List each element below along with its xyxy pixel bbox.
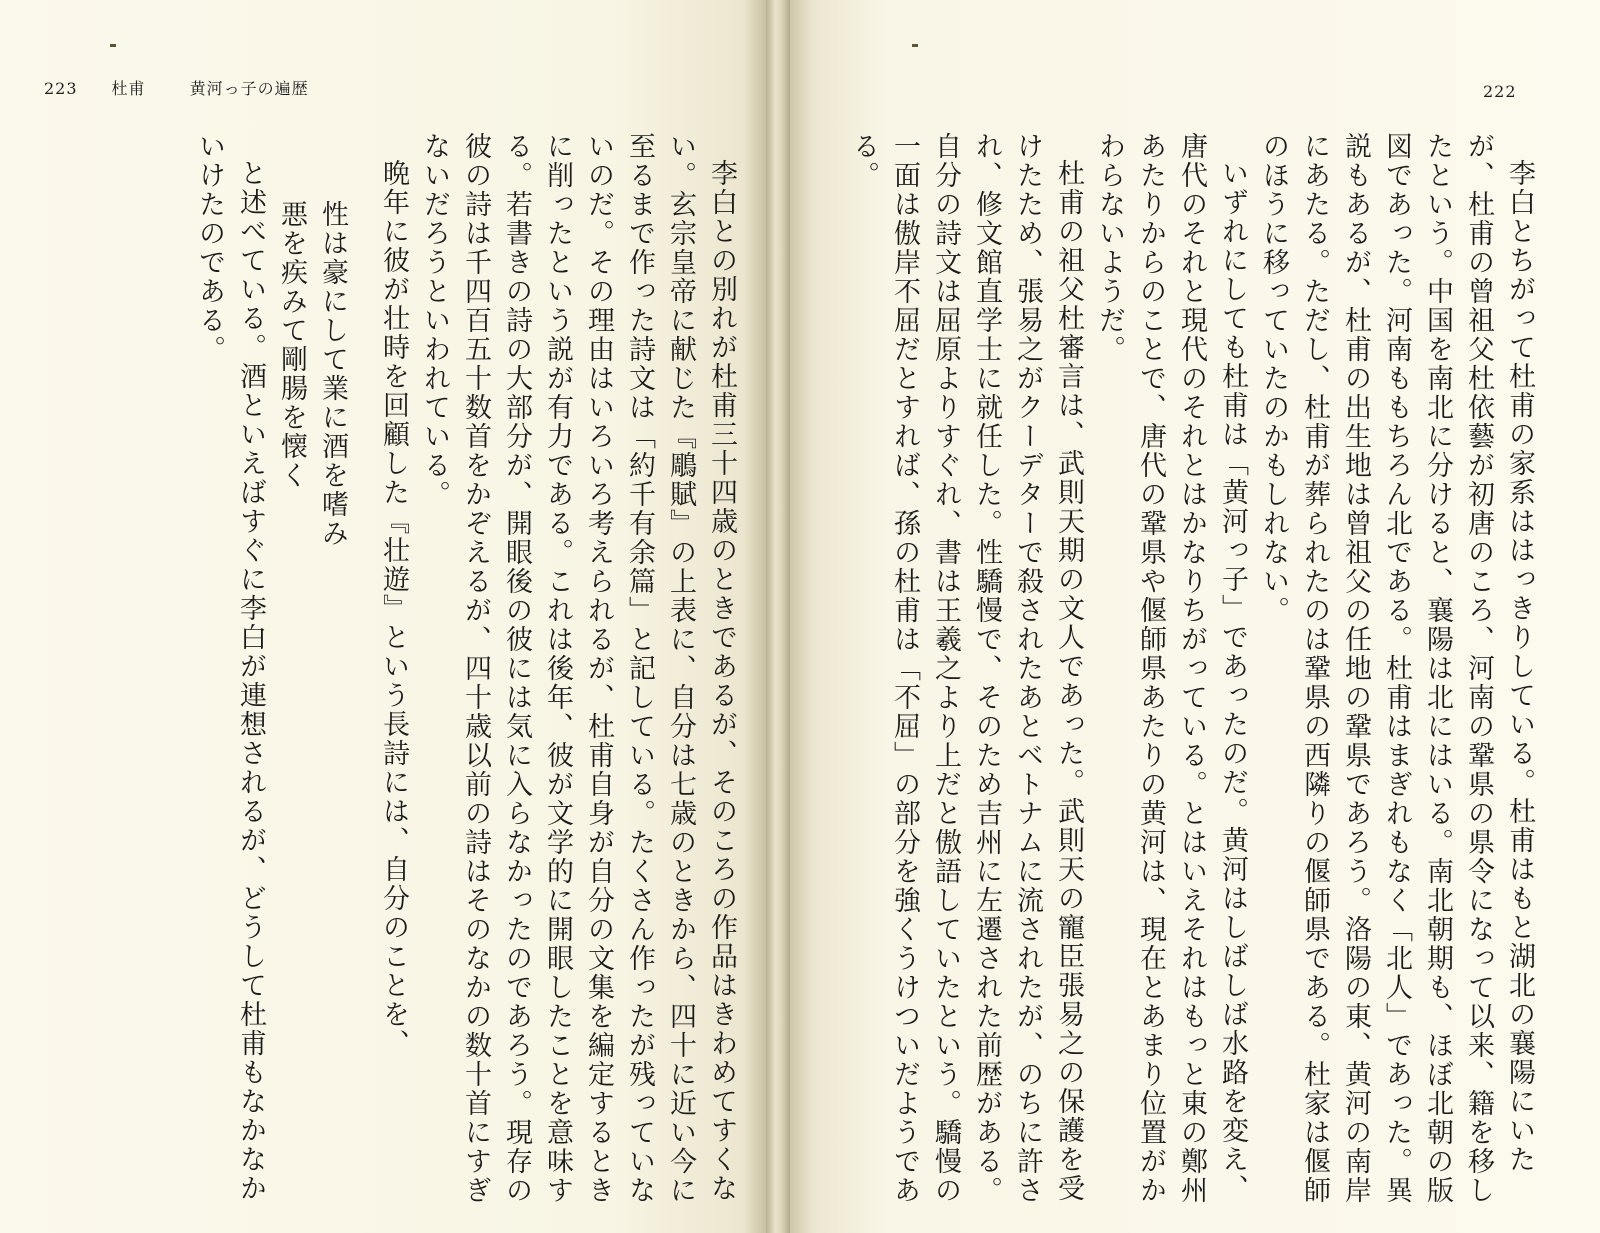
- right-page: [790, 0, 1600, 1233]
- running-head-title: 黄河っ子の遍歴: [189, 79, 309, 98]
- body-paragraph: 李白との別れが杜甫三十四歳のときであるが、そのころの作品はきわめてすくない。玄宗皇帝に献じた『鵰賦』の上表に、自分は七歳のときから、四十に近い今に至るまで作った詩文は「約千有余篇」と記している。たくさん作ったが残っていないのだ。その理由はいろいろ考えられるが、杜甫自身が自分の文集を編定するときに削ったという説が有力である。これは後年、彼が文学的に開眼したことを意味する。若書きの詩の大部分が、開眼後の彼には気に入らなかったのであろう。現存の彼の詩は千四百五十数首をかぞえるが、四十歳以前の詩はそのなかの数十首にすぎないだろうといわれている。: [419, 132, 737, 1205]
- left-page-header: [44, 76, 309, 99]
- body-paragraph: 杜甫の祖父杜審言は、武則天期の文人であった。武則天の寵臣張易之の保護を受けたため、張易之がクーデターで殺されたあとベトナムに流されたが、のちに許され、修文館直学士に就任した。性驕慢で、そのため吉州に左遷された前歴がある。自分の詩文は屈原よりすぐれ、書は王羲之より上だと傲語していたという。驕慢の一面は傲岸不屈だとすれば、孫の杜甫は「不屈」の部分を強くうけついだようである。: [848, 132, 1084, 1205]
- body-paragraph: いずれにしても杜甫は「黄河っ子」であったのだ。黄河はしばしば水路を変え、唐代のそれと現代のそれとはかなりちがっている。とはいえそれはもっと東の鄭州あたりからのことで、唐代の鞏県や偃師県あたりの黄河は、現在とあまり位置がかわらないようだ。: [1094, 132, 1248, 1205]
- right-page-body: [820, 132, 1540, 1212]
- book-gutter: [766, 0, 790, 1233]
- quoted-poem-line: 性は豪にして業に酒を嗜み: [317, 199, 348, 548]
- quoted-poem-line: 悪を疾みて剛腸を懐く: [276, 199, 307, 490]
- print-speck: [912, 44, 918, 47]
- left-page-body: [22, 132, 742, 1212]
- body-paragraph: 晩年に彼が壮時を回顧した『壮遊』という長詩には、自分のことを、: [378, 159, 409, 1058]
- print-speck: [110, 44, 116, 47]
- running-head-author: 杜甫: [111, 79, 146, 98]
- left-page: [0, 0, 766, 1233]
- page-number-left: 223: [44, 79, 78, 98]
- body-paragraph: と述べている。酒といえばすぐに李白が連想されるが、どうして杜甫もなかなかいけたのである。: [194, 132, 266, 1203]
- page-number-right: 222: [1483, 82, 1517, 101]
- body-paragraph: 李白とちがって杜甫の家系ははっきりしている。杜甫はもと湖北の襄陽にいたが、杜甫の曾祖父杜依藝が初唐のころ、河南の鞏県の県令になって以来、籍を移したという。中国を南北に分けると、襄陽は北にはいる。南北朝期も、ほぼ北朝の版図であった。河南ももちろん北である。杜甫はまぎれもなく「北人」であった。異説もあるが、杜甫の出生地は曾祖父の任地の鞏県であろう。洛陽の東、黄河の南岸にあたる。ただし、杜甫が葬られたのは鞏県の西隣りの偃師県である。杜家は偃師のほうに移っていたのかもしれない。: [1258, 132, 1535, 1205]
